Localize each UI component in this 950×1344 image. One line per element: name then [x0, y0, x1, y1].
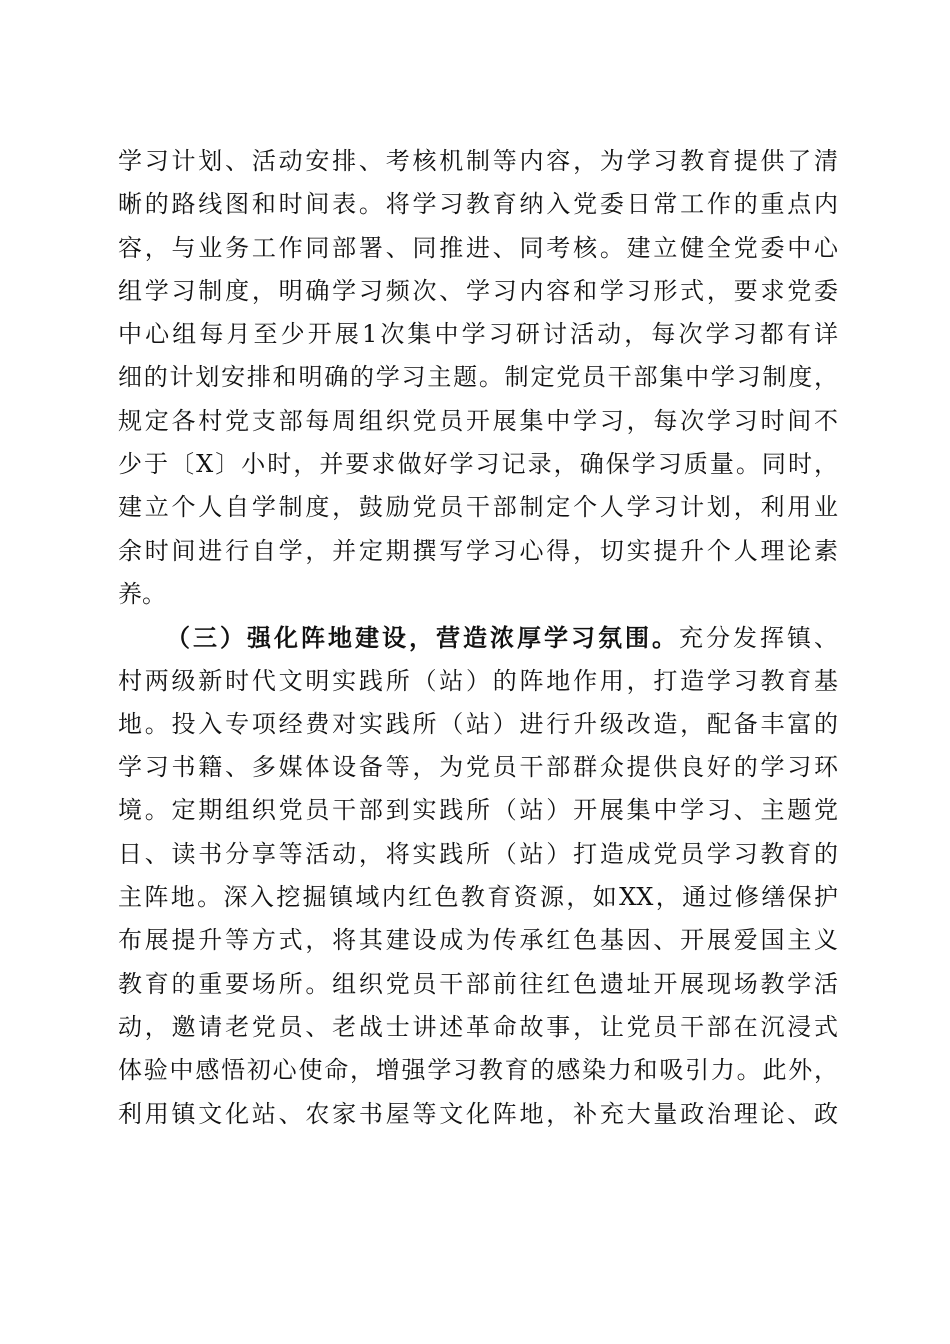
text-line: 晰的路线图和时间表。将学习教育纳入党委日常工作的重点内	[118, 190, 838, 219]
text-line: 布展提升等方式，将其建设成为传承红色基因、开展爱国主义	[118, 926, 838, 955]
text-line: 少于〔X〕小时，并要求做好学习记录，确保学习质量。同时，	[118, 450, 838, 479]
text-line: 学习书籍、多媒体设备等，为党员干部群众提供良好的学习环	[118, 753, 838, 782]
text-line: 细的计划安排和明确的学习主题。制定党员干部集中学习制度，	[118, 363, 838, 392]
text-line: 学习计划、活动安排、考核机制等内容，为学习教育提供了清	[118, 147, 838, 175]
section-heading: （三）强化阵地建设，营造浓厚学习氛围。	[166, 623, 679, 653]
text-line: 余时间进行自学，并定期撰写学习心得，切实提升个人理论素	[118, 536, 838, 565]
text-line: 村两级新时代文明实践所（站）的阵地作用，打造学习教育基	[118, 666, 838, 695]
text-line: 建立个人自学制度，鼓励党员干部制定个人学习计划，利用业	[118, 493, 838, 522]
section-first-line	[118, 616, 838, 659]
text-line: 组学习制度，明确学习频次、学习内容和学习形式，要求党委	[118, 276, 838, 305]
text-line: 日、读书分享等活动，将实践所（站）打造成党员学习教育的	[118, 839, 838, 868]
text-line: 利用镇文化站、农家书屋等文化阵地，补充大量政治理论、政	[118, 1099, 838, 1128]
text-line: 动，邀请老党员、老战士讲述革命故事，让党员干部在沉浸式	[118, 1012, 838, 1041]
text-line: 主阵地。深入挖掘镇域内红色教育资源，如XX，通过修缮保护	[118, 883, 838, 912]
text-line: 养。	[118, 579, 166, 608]
text-run: 充分发挥镇、	[679, 624, 838, 653]
text-line: 教育的重要场所。组织党员干部前往红色遗址开展现场教学活	[118, 969, 838, 998]
text-line: 体验中感悟初心使命，增强学习教育的感染力和吸引力。此外，	[118, 1056, 838, 1085]
text-line: 中心组每月至少开展1次集中学习研讨活动，每次学习都有详	[118, 320, 838, 349]
text-line: 容，与业务工作同部署、同推进、同考核。建立健全党委中心	[118, 233, 838, 262]
text-line: 境。定期组织党员干部到实践所（站）开展集中学习、主题党	[118, 796, 838, 825]
body-text	[118, 140, 838, 1136]
paragraph-1	[118, 140, 838, 616]
text-line: 规定各村党支部每周组织党员开展集中学习，每次学习时间不	[118, 406, 838, 435]
text-line: 地。投入专项经费对实践所（站）进行升级改造，配备丰富的	[118, 709, 838, 738]
paragraph-2	[118, 616, 838, 1136]
